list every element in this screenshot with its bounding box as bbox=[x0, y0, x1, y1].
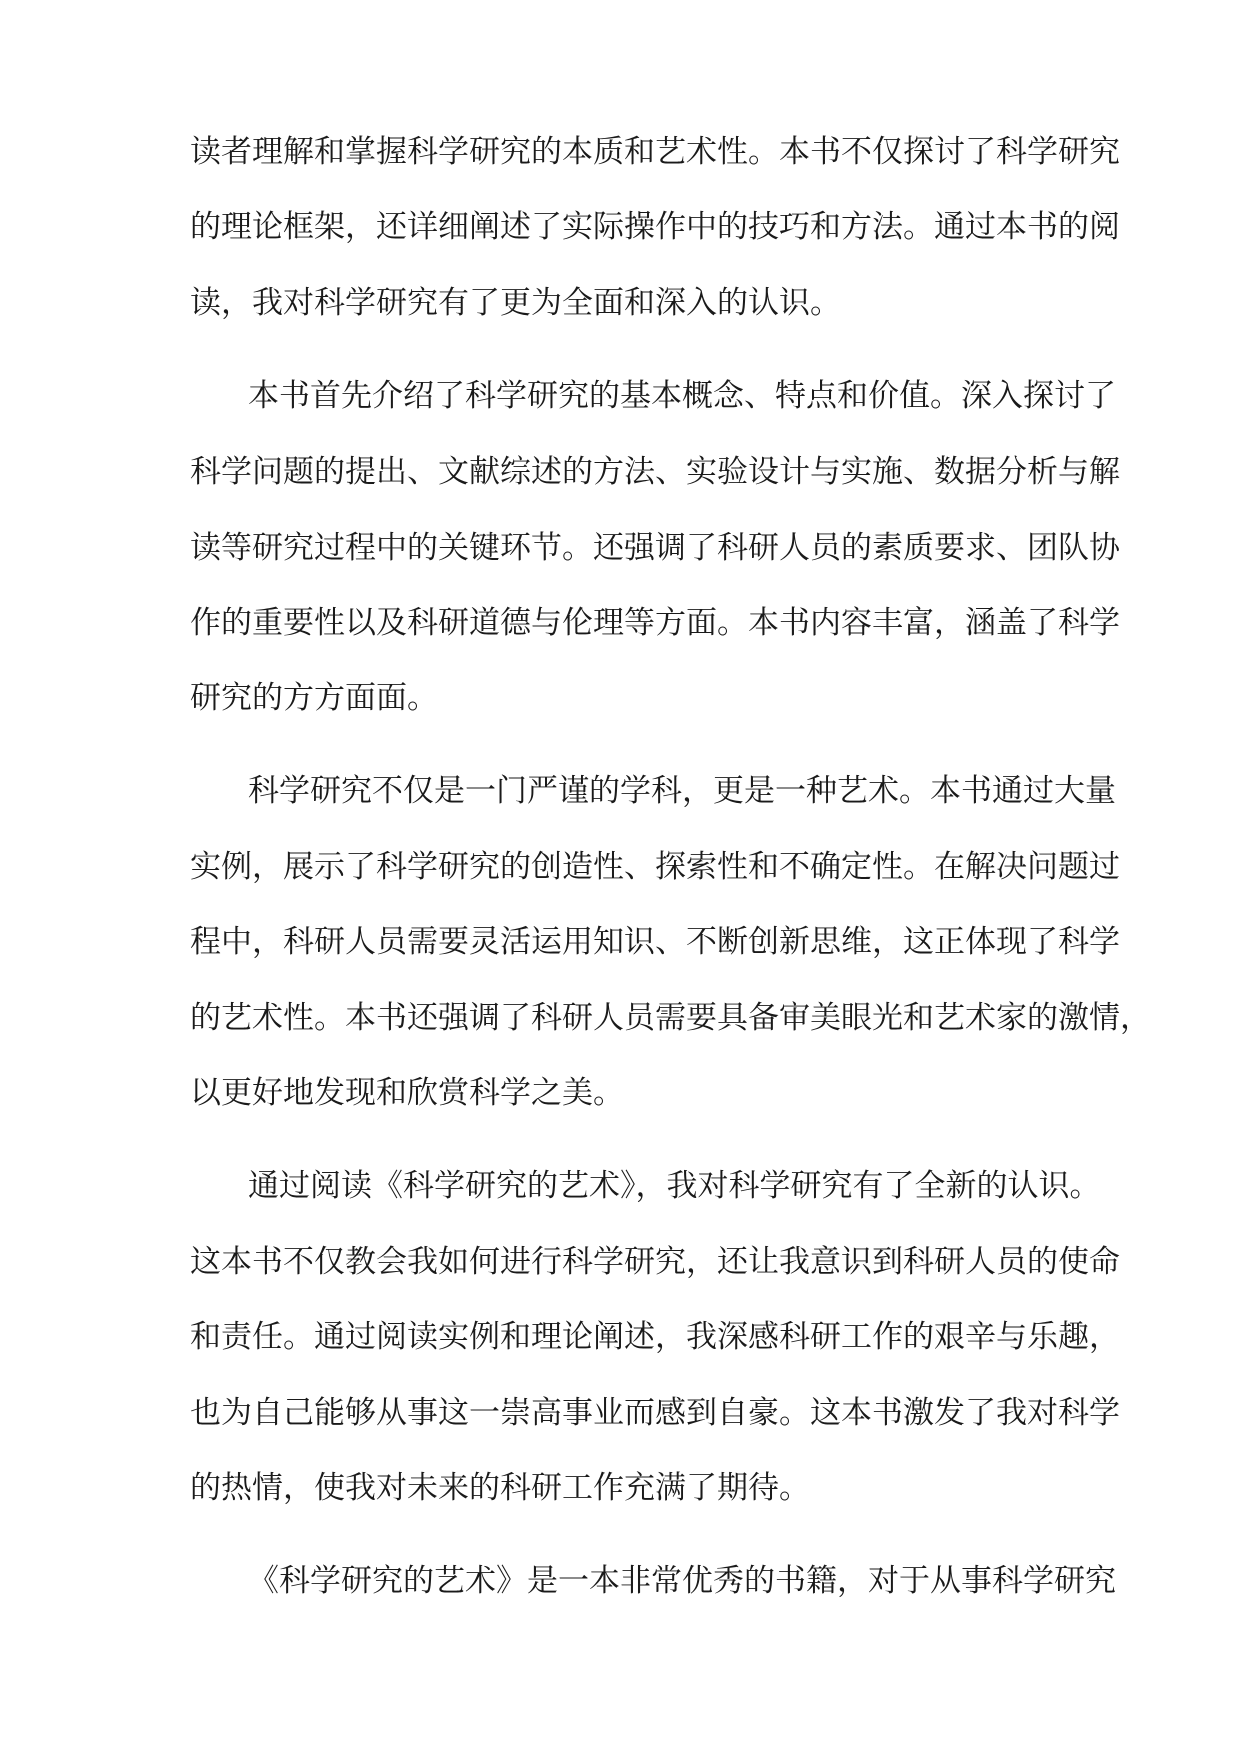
paragraph-first-line: 本书首先介绍了科学研究的基本概念、特点和价值。深入探讨了 bbox=[248, 378, 1116, 414]
text-line: 读，我对科学研究有了更为全面和深入的认识。 bbox=[190, 285, 841, 321]
paragraph-first-line: 通过阅读《科学研究的艺术》，我对科学研究有了全新的认识。 bbox=[248, 1168, 1101, 1204]
text-line: 和责任。通过阅读实例和理论阐述，我深感科研工作的艰辛与乐趣， bbox=[190, 1319, 1120, 1355]
paragraph-first-line: 科学研究不仅是一门严谨的学科，更是一种艺术。本书通过大量 bbox=[248, 773, 1116, 809]
text-line: 以更好地发现和欣赏科学之美。 bbox=[190, 1075, 624, 1111]
text-line: 的艺术性。本书还强调了科研人员需要具备审美眼光和艺术家的激情， bbox=[190, 1000, 1151, 1036]
text-line: 实例，展示了科学研究的创造性、探索性和不确定性。在解决问题过 bbox=[190, 849, 1120, 885]
text-line: 科学问题的提出、文献综述的方法、实验设计与实施、数据分析与解 bbox=[190, 454, 1120, 490]
text-line: 的热情，使我对未来的科研工作充满了期待。 bbox=[190, 1470, 810, 1506]
paragraph-first-line: 《科学研究的艺术》是一本非常优秀的书籍，对于从事科学研究 bbox=[248, 1563, 1116, 1599]
text-line: 读者理解和掌握科学研究的本质和艺术性。本书不仅探讨了科学研究 bbox=[190, 134, 1120, 170]
text-line: 的理论框架，还详细阐述了实际操作中的技巧和方法。通过本书的阅 bbox=[190, 209, 1120, 245]
text-line: 这本书不仅教会我如何进行科学研究，还让我意识到科研人员的使命 bbox=[190, 1244, 1120, 1280]
text-line: 作的重要性以及科研道德与伦理等方面。本书内容丰富，涵盖了科学 bbox=[190, 605, 1120, 641]
text-line: 程中，科研人员需要灵活运用知识、不断创新思维，这正体现了科学 bbox=[190, 924, 1120, 960]
text-line: 读等研究过程中的关键环节。还强调了科研人员的素质要求、团队协 bbox=[190, 530, 1120, 566]
text-line: 研究的方方面面。 bbox=[190, 680, 438, 716]
text-line: 也为自己能够从事这一崇高事业而感到自豪。这本书激发了我对科学 bbox=[190, 1395, 1120, 1431]
